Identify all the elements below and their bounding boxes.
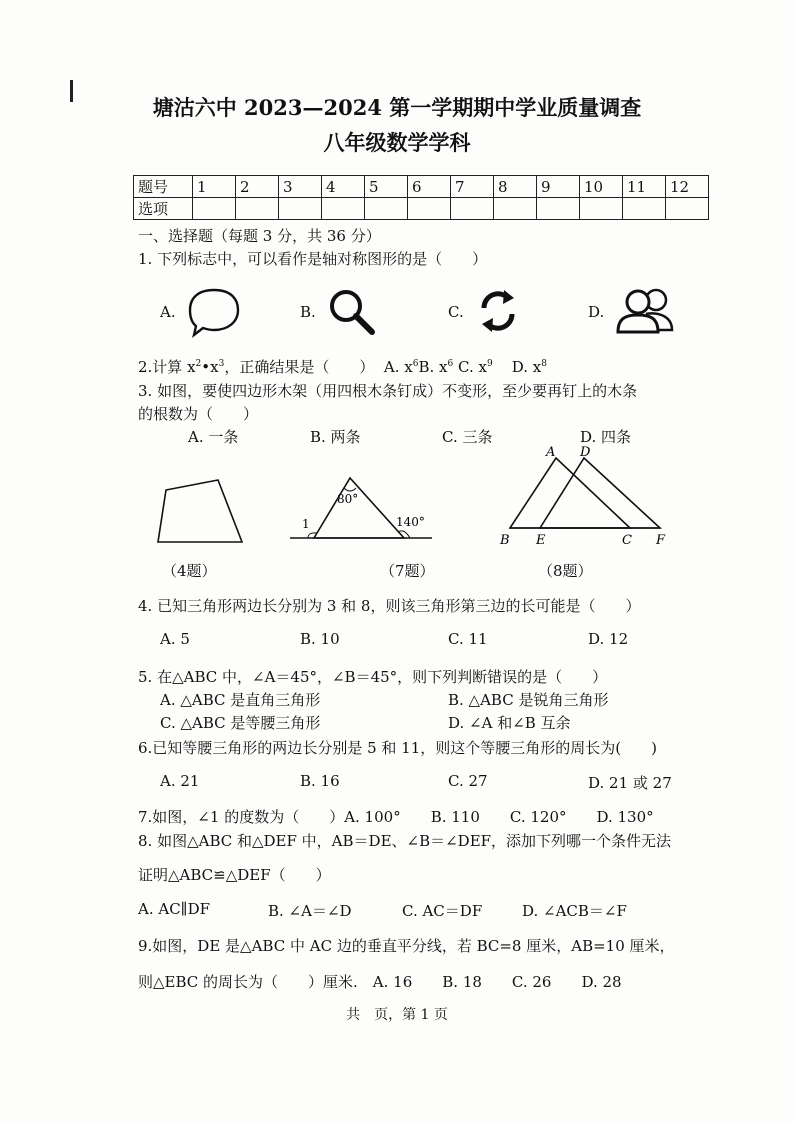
- question-4-stem: 4. 已知三角形两边长分别为 3 和 8，则该三角形第三边的长可能是（ ）: [138, 597, 641, 615]
- figure-caption-4: （4题）: [162, 562, 217, 580]
- q5-option-d: D. ∠A 和∠B 互余: [448, 714, 571, 732]
- q3-option-b: B. 两条: [310, 428, 361, 446]
- quadrilateral-figure: [150, 470, 250, 550]
- q5-option-c: C. △ABC 是等腰三角形: [160, 714, 321, 732]
- answer-table-row-answers: [134, 198, 709, 220]
- question-3-line2: 的根数为（ ）: [138, 405, 259, 423]
- q6-option-c: C. 27: [448, 772, 488, 790]
- q1-option-c: C.: [448, 303, 464, 321]
- q2-mid: •x: [201, 358, 219, 376]
- q2-option-a-exp: 6: [412, 359, 419, 369]
- triangle-figure-7: [286, 470, 436, 550]
- q1-option-b: B.: [300, 303, 316, 321]
- answer-table-number: 3: [279, 176, 322, 198]
- answer-table: [133, 175, 709, 220]
- q2-option-d: D. x: [511, 358, 542, 376]
- q3-option-a: A. 一条: [188, 428, 239, 446]
- q2-option-a: A. x: [383, 358, 413, 376]
- answer-cell[interactable]: [193, 198, 236, 220]
- answer-cell[interactable]: [537, 198, 580, 220]
- answer-table-number: 9: [537, 176, 580, 198]
- answer-table-number: 11: [623, 176, 666, 198]
- q6-option-d: D. 21 或 27: [588, 774, 672, 792]
- triangles-figure-8: [494, 444, 680, 552]
- page-footer: 共 页，第 1 页: [346, 1007, 448, 1023]
- section-heading: 一、选择题（每题 3 分，共 36 分）: [138, 227, 381, 245]
- answer-cell[interactable]: [236, 198, 279, 220]
- question-9-line2: 则△EBC 的周长为（ ）厘米. A. 16 B. 18 C. 26 D. 28: [138, 973, 622, 991]
- answer-table-number: 4: [322, 176, 365, 198]
- figure-point-c: C: [622, 533, 632, 548]
- answer-cell[interactable]: [580, 198, 623, 220]
- answer-table-number: 7: [451, 176, 494, 198]
- q6-option-b: B. 16: [300, 772, 340, 790]
- answer-table-row-numbers: [134, 176, 709, 198]
- answer-cell[interactable]: [451, 198, 494, 220]
- q2-option-c-exp: 9: [486, 359, 493, 369]
- answer-table-number: 6: [408, 176, 451, 198]
- question-9-line1: 9.如图，DE 是△ABC 中 AC 边的垂直平分线，若 BC=8 厘米，AB=10 厘米，: [138, 937, 675, 955]
- answer-table-number: 5: [365, 176, 408, 198]
- q2-option-b: B. x: [418, 358, 448, 376]
- q3-option-c: C. 三条: [442, 428, 493, 446]
- q8-option-a: A. AC∥DF: [138, 900, 211, 918]
- speech-bubble-icon: [186, 286, 242, 338]
- question-8-line2: 证明△ABC≌△DEF（ ）: [138, 866, 331, 884]
- figure-point-b: B: [500, 533, 510, 548]
- answer-table-number: 2: [236, 176, 279, 198]
- answer-cell[interactable]: [408, 198, 451, 220]
- q6-option-a: A. 21: [160, 772, 200, 790]
- answer-cell[interactable]: [279, 198, 322, 220]
- answer-table-number: 12: [666, 176, 709, 198]
- q2-option-d-exp: 8: [541, 359, 547, 369]
- question-2: [138, 356, 547, 377]
- figure-point-d: D: [580, 445, 591, 460]
- answer-table-header: 题号: [134, 176, 193, 198]
- figure-angle-1-label: 1: [302, 517, 310, 531]
- q4-option-b: B. 10: [300, 630, 340, 648]
- q2-exponent-b: 3: [218, 359, 225, 369]
- q2-option-b-exp: 6: [447, 359, 454, 369]
- page-title: 塘沽六中 2023—2024 第一学期期中学业质量调查: [152, 95, 642, 120]
- q4-option-d: D. 12: [588, 630, 629, 648]
- q1-option-a: A.: [160, 303, 176, 321]
- users-icon: [614, 284, 676, 336]
- q8-option-d: D. ∠ACB＝∠F: [522, 902, 627, 920]
- q4-option-c: C. 11: [448, 630, 488, 648]
- search-icon: [326, 286, 378, 338]
- question-1-stem: 1. 下列标志中，可以看作是轴对称图形的是（ ）: [138, 250, 488, 268]
- q8-option-b: B. ∠A＝∠D: [268, 902, 352, 920]
- answer-table-header: 选项: [134, 198, 193, 220]
- answer-cell[interactable]: [494, 198, 537, 220]
- q5-option-b: B. △ABC 是锐角三角形: [448, 691, 609, 709]
- figure-angle-140-label: 140°: [396, 515, 425, 529]
- q4-option-a: A. 5: [160, 630, 190, 648]
- figure-caption-8: （8题）: [538, 562, 593, 580]
- figure-angle-80-label: 80°: [337, 492, 359, 506]
- answer-table-number: 1: [193, 176, 236, 198]
- question-6-stem: 6.已知等腰三角形的两边长分别是 5 和 11，则这个等腰三角形的周长为( ): [138, 739, 657, 757]
- answer-cell[interactable]: [666, 198, 709, 220]
- question-3-line1: 3. 如图，要使四边形木架（用四根木条钉成）不变形，至少要再钉上的木条: [138, 382, 638, 400]
- question-5-stem: 5. 在△ABC 中，∠A＝45°，∠B＝45°，则下列判断错误的是（ ）: [138, 668, 608, 686]
- answer-cell[interactable]: [365, 198, 408, 220]
- q3-option-d: D. 四条: [580, 428, 632, 446]
- q8-option-c: C. AC＝DF: [402, 902, 483, 920]
- q1-option-d: D.: [588, 303, 605, 321]
- figure-point-a: A: [546, 445, 556, 460]
- question-8-line1: 8. 如图△ABC 和△DEF 中，AB＝DE、∠B＝∠DEF，添加下列哪一个条件无法: [138, 832, 672, 850]
- answer-table-number: 8: [494, 176, 537, 198]
- answer-cell[interactable]: [322, 198, 365, 220]
- figure-point-f: F: [656, 533, 666, 548]
- q2-exponent-a: 2: [195, 359, 202, 369]
- question-7: 7.如图，∠1 的度数为（ ）A. 100° B. 110 C. 120° D. 130°: [138, 808, 654, 826]
- answer-table-number: 10: [580, 176, 623, 198]
- page-subtitle: 八年级数学学科: [323, 130, 471, 155]
- figure-caption-7: （7题）: [380, 562, 435, 580]
- answer-cell[interactable]: [623, 198, 666, 220]
- q2-prefix: 2.计算 x: [138, 358, 196, 376]
- figure-point-e: E: [536, 533, 546, 548]
- q5-option-a: A. △ABC 是直角三角形: [160, 691, 321, 709]
- refresh-icon: [474, 286, 522, 336]
- q2-option-c: C. x: [458, 358, 487, 376]
- q2-suffix: ，正确结果是（ ）: [224, 358, 375, 376]
